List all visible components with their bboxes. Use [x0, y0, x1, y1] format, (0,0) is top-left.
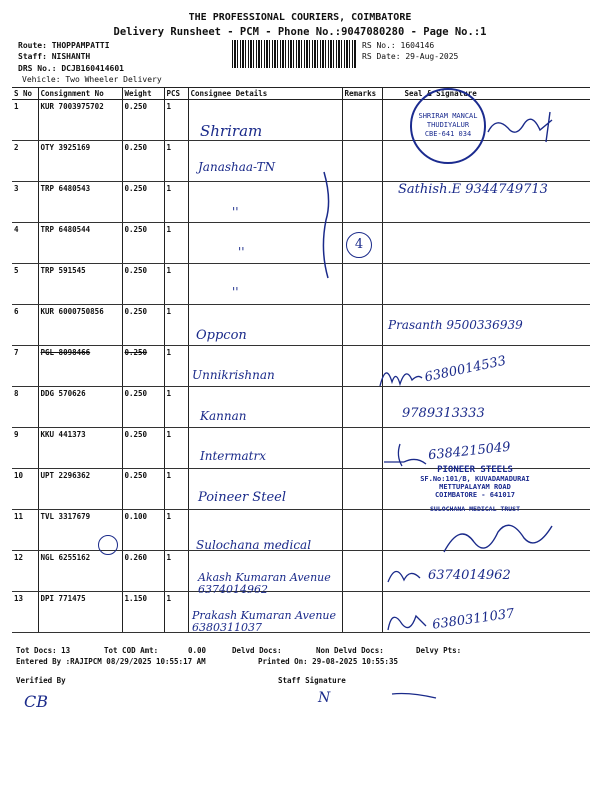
row-remarks	[342, 387, 382, 428]
row-sno: 1	[12, 100, 38, 141]
handwritten-consignee-7: Unnikrishnan	[192, 368, 275, 382]
row-remarks	[342, 141, 382, 182]
delivered-docs: Delvd Docs:	[232, 646, 282, 655]
col-sno: S No	[12, 88, 38, 100]
delivery-points: Delvy Pts:	[416, 646, 462, 655]
row-consignment-no: DDG 570626	[38, 387, 122, 428]
row-sno: 10	[12, 469, 38, 510]
signature-scribble-12	[384, 560, 424, 586]
row-sno: 5	[12, 264, 38, 305]
stamp-line-2: SF.No:101/B, KUVADAMADURAI	[420, 475, 530, 483]
non-delivered-docs: Non Delvd Docs:	[316, 646, 384, 655]
row-weight: 0.250	[122, 223, 164, 264]
handwritten-consignee-6: Oppcon	[196, 328, 247, 343]
row-weight: 0.250	[122, 346, 164, 387]
row-weight: 0.250	[122, 182, 164, 223]
staff-signature-stroke	[390, 688, 440, 704]
circle-mark	[98, 535, 118, 555]
col-consignee: Consignee Details	[188, 88, 342, 100]
total-cod-label: Tot COD Amt:	[104, 646, 159, 655]
round-stamp-text: SHRIRAM MANCAL THUDIYALUR CBE-641 034	[418, 112, 478, 138]
col-signature: Seal & Signature	[382, 88, 590, 100]
row-remarks	[342, 510, 382, 551]
row-pcs: 1	[164, 469, 188, 510]
row-weight: 0.250	[122, 428, 164, 469]
handwritten-consignee-11: Sulochana medical	[196, 538, 312, 552]
total-cod-amount: 0.00	[188, 646, 207, 655]
stamp-line-4: COIMBATORE - 641017	[434, 491, 516, 499]
row-sno: 9	[12, 428, 38, 469]
row-sno: 13	[12, 592, 38, 633]
drs-number: DRS No.: DCJB160414601	[18, 64, 124, 73]
signature-scribble-7	[376, 360, 426, 390]
row-sno: 3	[12, 182, 38, 223]
row-pcs: 1	[164, 141, 188, 182]
row-pcs: 1	[164, 592, 188, 633]
row-remarks	[342, 100, 382, 141]
row-consignment-no: UPT 2296362	[38, 469, 122, 510]
stamp-line-3: METTUPALAYAM ROAD	[439, 483, 511, 491]
table-header-row	[12, 88, 590, 100]
row-signature	[382, 223, 590, 264]
signature-7: 6380014533	[423, 353, 508, 386]
row-pcs: 1	[164, 510, 188, 551]
round-stamp	[410, 88, 486, 164]
row-weight: 0.250	[122, 469, 164, 510]
row-weight: 0.250	[122, 387, 164, 428]
ditto-bracket	[318, 170, 338, 280]
row-signature	[382, 264, 590, 305]
col-consignment: Consignment No	[38, 88, 122, 100]
row-consignment-no: PGL 8098466	[38, 346, 122, 387]
handwritten-consignee-10: Poineer Steel	[198, 490, 286, 505]
remark-circle-4: 4	[346, 232, 372, 258]
company-title: THE PROFESSIONAL COURIERS, COIMBATORE	[188, 12, 412, 23]
handwritten-consignee-8: Kannan	[200, 409, 247, 423]
row-sno: 12	[12, 551, 38, 592]
table-row	[12, 223, 590, 264]
table-row	[12, 264, 590, 305]
col-pcs: PCS	[164, 88, 188, 100]
handwritten-consignee-1: Shriram	[200, 122, 263, 140]
company-stamp	[380, 465, 570, 513]
signature-12: 6374014962	[428, 568, 511, 583]
row-sno: 8	[12, 387, 38, 428]
verified-by-label: Verified By	[16, 676, 66, 685]
verified-signature: CB	[24, 692, 48, 711]
row-remarks	[342, 305, 382, 346]
handwritten-consignee-4: ''	[238, 245, 245, 259]
handwritten-consignee-12: Akash Kumaran Avenue 6374014962	[198, 571, 331, 596]
row-pcs: 1	[164, 551, 188, 592]
stamp-line-5: SULOCHANA MEDICAL TRUST	[429, 505, 520, 513]
row-sno: 2	[12, 141, 38, 182]
row-pcs: 1	[164, 387, 188, 428]
signature-8: 9789313333	[402, 406, 485, 421]
stamp-line-1: PIONEER STEELS	[437, 465, 513, 475]
signature-scribble-10-11	[440, 512, 560, 562]
handwritten-consignee-5: ''	[232, 285, 239, 299]
signature-6: Prasanth 9500336939	[388, 318, 523, 332]
route-label: Route: THOPPAMPATTI	[18, 41, 110, 50]
signature-9: 6384215049	[427, 439, 512, 464]
col-remarks: Remarks	[342, 88, 382, 100]
row-sno: 4	[12, 223, 38, 264]
row-consignment-no: KUR 7003975702	[38, 100, 122, 141]
row-consignment-no: TRP 6480543	[38, 182, 122, 223]
row-remarks	[342, 428, 382, 469]
staff-signature: N	[318, 690, 331, 706]
printed-on: Printed On: 29-08-2025 10:55:35	[258, 657, 398, 666]
row-pcs: 1	[164, 428, 188, 469]
entered-by: Entered By :RAJIPCM 08/29/2025 10:55:17 AM	[16, 657, 206, 666]
row-weight: 0.250	[122, 141, 164, 182]
staff-label: Staff: NISHANTH	[18, 52, 91, 61]
row-pcs: 1	[164, 264, 188, 305]
handwritten-consignee-9: Intermatrx	[200, 449, 266, 463]
row-pcs: 1	[164, 182, 188, 223]
row-sno: 11	[12, 510, 38, 551]
signature-scribble-1	[486, 108, 566, 148]
row-weight: 1.150	[122, 592, 164, 633]
row-consignment-no: TRP 6480544	[38, 223, 122, 264]
barcode	[232, 40, 356, 68]
rs-number: RS No.: 1604146	[362, 41, 435, 50]
row-consignment-no: NGL 6255162	[38, 551, 122, 592]
handwritten-consignee-13: Prakash Kumaran Avenue 6380311037	[192, 609, 337, 634]
row-remarks	[342, 264, 382, 305]
vehicle-label: Vehicle: Two Wheeler Delivery	[22, 75, 162, 84]
row-remarks	[342, 469, 382, 510]
row-pcs: 1	[164, 223, 188, 264]
row-weight: 0.260	[122, 551, 164, 592]
row-sno: 7	[12, 346, 38, 387]
row-pcs: 1	[164, 346, 188, 387]
row-weight: 0.250	[122, 264, 164, 305]
signature-3: Sathish.E 9344749713	[398, 182, 548, 197]
signature-13: 6380311037	[431, 606, 516, 633]
row-pcs: 1	[164, 100, 188, 141]
row-consignment-no: TRP 591545	[38, 264, 122, 305]
row-weight: 0.100	[122, 510, 164, 551]
handwritten-consignee-2: Janashaa-TN	[198, 160, 276, 174]
table-row	[12, 387, 590, 428]
row-pcs: 1	[164, 305, 188, 346]
rs-date: RS Date: 29-Aug-2025	[362, 52, 459, 61]
row-consignment-no: OTY 3925169	[38, 141, 122, 182]
row-consignment-no: KUR 6000750856	[38, 305, 122, 346]
row-weight: 0.250	[122, 100, 164, 141]
row-consignment-no: DPI 771475	[38, 592, 122, 633]
signature-scribble-13	[384, 604, 430, 634]
handwritten-consignee-3: ''	[232, 205, 239, 219]
row-sno: 6	[12, 305, 38, 346]
row-remarks	[342, 182, 382, 223]
col-weight: Weight	[122, 88, 164, 100]
total-docs: Tot Docs: 13	[16, 646, 71, 655]
row-consignment-no: TVL 3317679	[38, 510, 122, 551]
row-consignment-no: KKU 441373	[38, 428, 122, 469]
runsheet-subtitle: Delivery Runsheet - PCM - Phone No.:9047080280 - Page No.:1	[113, 26, 487, 38]
staff-signature-label: Staff Signature	[278, 676, 346, 685]
row-weight: 0.250	[122, 305, 164, 346]
